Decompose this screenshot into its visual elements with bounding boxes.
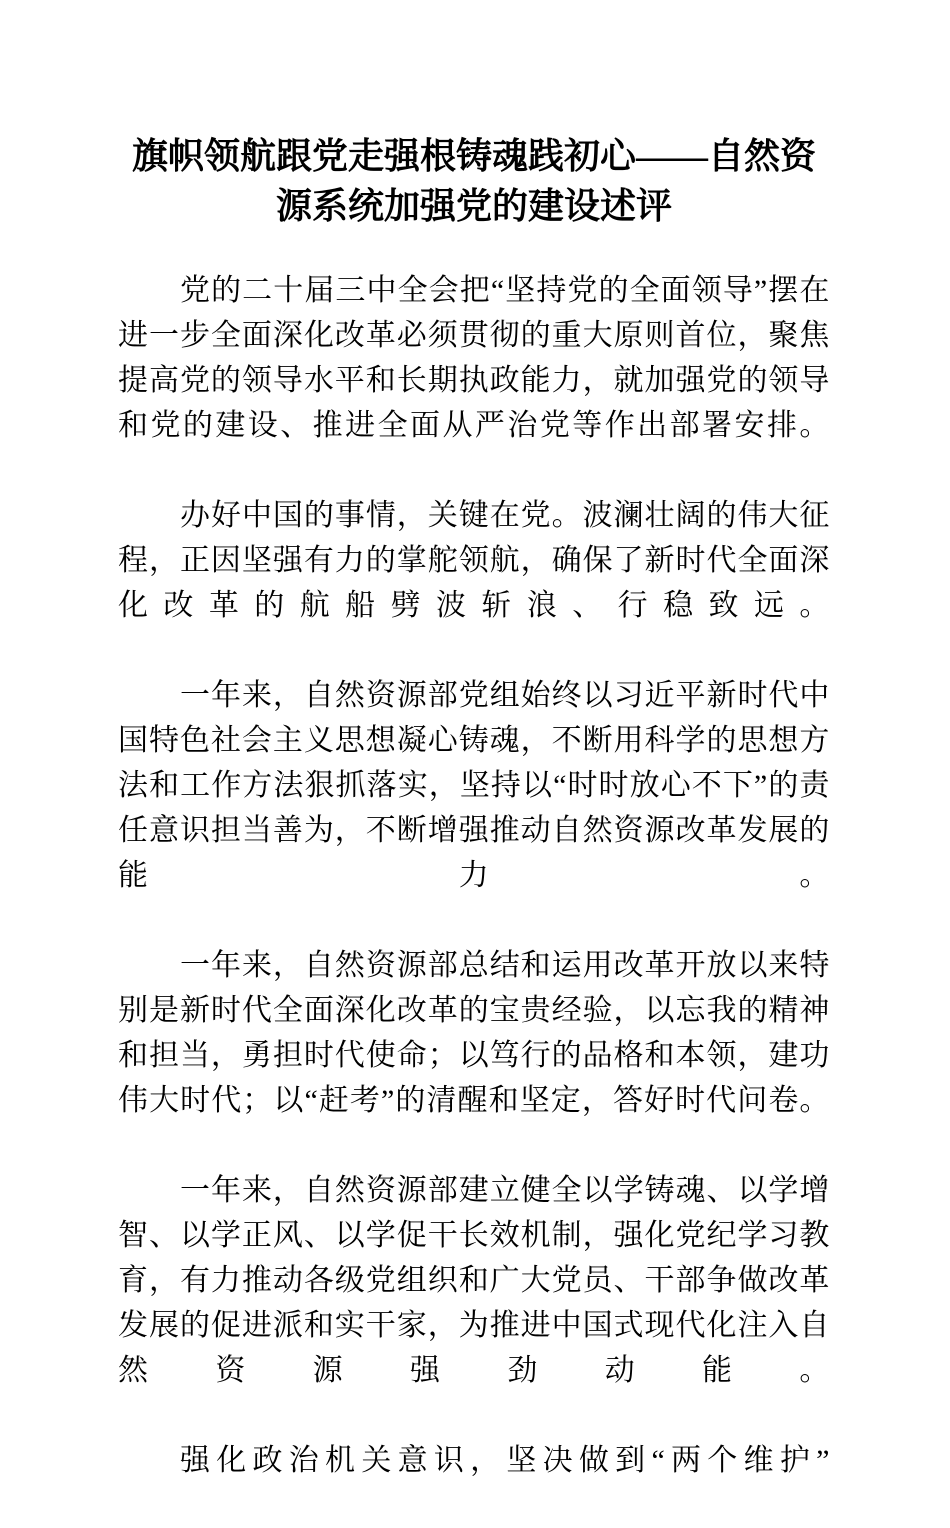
body-paragraph: 党的二十届三中全会把“坚持党的全面领导”摆在进一步全面深化改革必须贯彻的重大原则首位，聚焦提高党的领导水平和长期执政能力，就加强党的领导和党的建设、推进全面从严治党等作出部署安排。 — [118, 274, 830, 442]
body-paragraph: 一年来，自然资源部总结和运用改革开放以来特别是新时代全面深化改革的宝贵经验，以忘我的精神和担当，勇担时代使命；以笃行的品格和本领，建功伟大时代；以“赶考”的清醒和坚定，答好时代问卷。 — [118, 949, 830, 1117]
body-paragraph: 一年来，自然资源部党组始终以习近平新时代中国特色社会主义思想凝心铸魂，不断用科学的思想方法和工作方法狠抓落实，坚持以“时时放心不下”的责任意识担当善为，不断增强推动自然资源改革发展的能力。 — [118, 679, 830, 892]
document-paragraphs — [118, 268, 830, 1528]
body-paragraph: 办好中国的事情，关键在党。波澜壮阔的伟大征程，正因坚强有力的掌舵领航，确保了新时代全面深化改革的航船劈波斩浪、行稳致远。 — [118, 499, 830, 622]
body-paragraph: 强化政治机关意识，坚决做到“两个维护” — [180, 1444, 830, 1477]
body-paragraph: 一年来，自然资源部建立健全以学铸魂、以学增智、以学正风、以学促干长效机制，强化党纪学习教育，有力推动各级党组织和广大党员、干部争做改革发展的促进派和实干家，为推进中国式现代化注入自然资源强劲动能。 — [118, 1174, 830, 1387]
page-title: 旗帜领航跟党走强根铸魂践初心——自然资源系统加强党的建设述评 — [131, 136, 816, 226]
